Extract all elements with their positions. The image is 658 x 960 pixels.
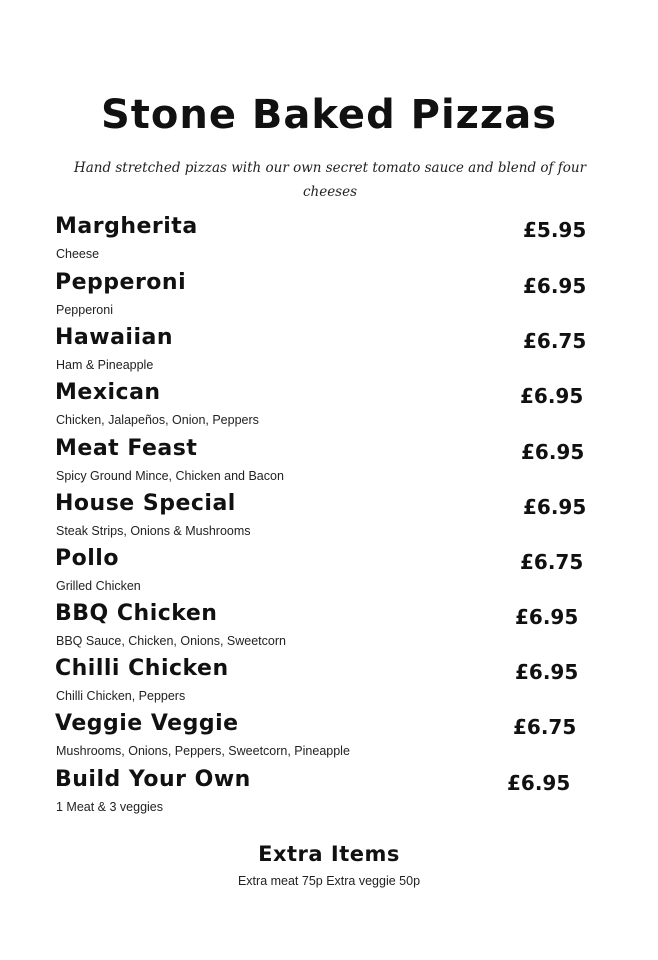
pizza-price: £6.75 bbox=[520, 550, 584, 574]
pizza-name: Mexican bbox=[55, 380, 161, 405]
pizza-description: Mushrooms, Onions, Peppers, Sweetcorn, Pineapple bbox=[56, 744, 350, 758]
pizza-name: BBQ Chicken bbox=[55, 601, 218, 626]
pizza-name: Pepperoni bbox=[55, 270, 187, 295]
pizza-item-mexican bbox=[55, 380, 615, 430]
pizza-price: £6.95 bbox=[515, 605, 579, 629]
pizza-description: BBQ Sauce, Chicken, Onions, Sweetcorn bbox=[56, 634, 286, 648]
pizza-price: £6.95 bbox=[521, 440, 585, 464]
pizza-name: Margherita bbox=[55, 214, 198, 239]
pizza-price: £6.95 bbox=[520, 384, 584, 408]
pizza-name: Meat Feast bbox=[55, 436, 198, 461]
pizza-item-chilli-chicken bbox=[55, 656, 615, 706]
pizza-description: Cheese bbox=[56, 247, 100, 261]
pizza-description: Pepperoni bbox=[56, 303, 113, 317]
pizza-price: £5.95 bbox=[523, 218, 587, 242]
pizza-name: Build Your Own bbox=[55, 767, 251, 792]
pizza-item-margherita bbox=[55, 214, 615, 264]
pizza-description: Spicy Ground Mince, Chicken and Bacon bbox=[56, 469, 284, 483]
pizza-price: £6.95 bbox=[523, 495, 587, 519]
extras-title: Extra Items bbox=[258, 842, 400, 866]
pizza-price: £6.95 bbox=[523, 274, 587, 298]
pizza-item-house-special bbox=[55, 491, 615, 541]
pizza-description: Grilled Chicken bbox=[56, 579, 141, 593]
pizza-item-pepperoni bbox=[55, 270, 615, 320]
pizza-description: Chicken, Jalapeños, Onion, Peppers bbox=[56, 413, 259, 427]
menu-subtitle: Hand stretched pizzas with our own secret tomato sauce and blend of four cheeses bbox=[73, 160, 587, 200]
pizza-price: £6.95 bbox=[515, 660, 579, 684]
extras-text: Extra meat 75p Extra veggie 50p bbox=[237, 874, 421, 888]
pizza-item-build-your-own bbox=[55, 767, 615, 817]
pizza-item-veggie-veggie bbox=[55, 711, 615, 761]
pizza-item-meat-feast bbox=[55, 436, 615, 486]
pizza-description: Ham & Pineapple bbox=[56, 358, 154, 372]
pizza-name: Veggie Veggie bbox=[55, 711, 239, 736]
pizza-item-hawaiian bbox=[55, 325, 615, 375]
pizza-item-bbq-chicken bbox=[55, 601, 615, 651]
pizza-price: £6.75 bbox=[513, 715, 577, 739]
pizza-description: Chilli Chicken, Peppers bbox=[56, 689, 186, 703]
pizza-name: Pollo bbox=[55, 546, 119, 571]
pizza-price: £6.95 bbox=[507, 771, 571, 795]
pizza-price: £6.75 bbox=[523, 329, 587, 353]
pizza-description: Steak Strips, Onions & Mushrooms bbox=[56, 524, 251, 538]
pizza-name: Chilli Chicken bbox=[55, 656, 229, 681]
pizza-name: House Special bbox=[55, 491, 236, 516]
pizza-description: 1 Meat & 3 veggies bbox=[56, 800, 164, 814]
menu-title: Stone Baked Pizzas bbox=[100, 92, 558, 138]
pizza-name: Hawaiian bbox=[55, 325, 174, 350]
pizza-item-pollo bbox=[55, 546, 615, 596]
